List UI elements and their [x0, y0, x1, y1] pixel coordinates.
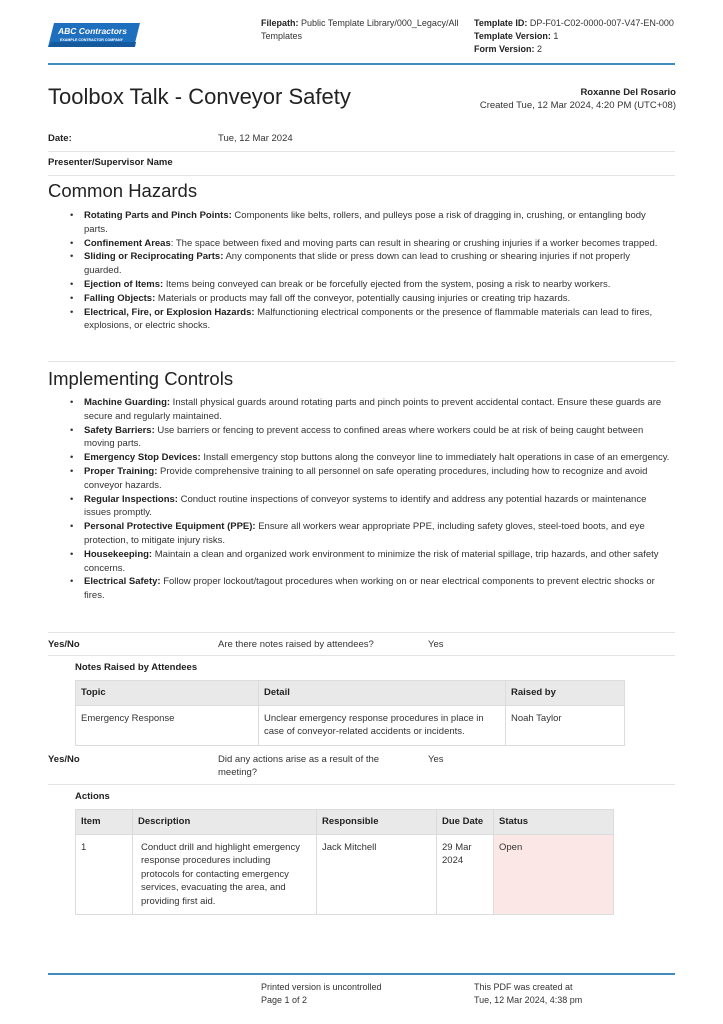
list-item: [70, 306, 670, 334]
action-due-date-cell: 29 Mar 2024: [437, 834, 494, 915]
page-header: [0, 0, 723, 64]
header-divider: [48, 63, 675, 65]
hazards-list: [70, 209, 670, 333]
list-item: [70, 237, 670, 251]
notes-answer: Yes: [428, 639, 444, 650]
notes-col-detail: Detail: [259, 681, 506, 706]
footer-right: [474, 981, 582, 1007]
list-item-text: Maintain a clean and organized work environment to minimize the risk of material spillage, trip hazards, and other safety concerns.: [84, 548, 659, 574]
list-item: [70, 278, 670, 292]
list-item-text: Components like belts, rollers, and pulleys pose a risk of dragging in, crushing, or entangling body parts.: [84, 210, 646, 235]
created-timestamp: Created Tue, 12 Mar 2024, 4:20 PM (UTC+08): [479, 100, 676, 111]
actions-yesno-label: Yes/No: [48, 754, 80, 765]
notes-topic-cell: Emergency Response: [76, 705, 259, 745]
notes-question: Are there notes raised by attendees?: [218, 639, 374, 650]
filepath-label: Filepath:: [261, 18, 299, 28]
list-item-key: Emergency Stop Devices:: [84, 452, 201, 464]
divider: [48, 361, 675, 362]
list-item: [70, 465, 670, 493]
list-item: [70, 292, 670, 306]
list-item-key: Confinement Areas: [84, 237, 171, 249]
hazards-heading: Common Hazards: [48, 180, 198, 201]
controls-heading: Implementing Controls: [48, 368, 234, 389]
template-id-value: DP-F01-C02-0000-007-V47-EN-000: [529, 18, 674, 28]
footer-left: [261, 981, 382, 1007]
divider: [48, 151, 675, 152]
list-item-text: Install emergency stop buttons along the conveyor line to immediately halt operations in case of an emergency.: [200, 452, 670, 464]
action-responsible-cell: Jack Mitchell: [317, 834, 437, 915]
form-version-value: 2: [537, 44, 543, 54]
list-item-text: Any components that slide or press down can lead to crushing or shearing injuries if not properly guarded.: [84, 251, 630, 277]
list-item-key: Ejection of Items:: [84, 278, 164, 290]
notes-detail-cell: Unclear emergency response procedures in place in case of conveyor-related accidents or incidents.: [259, 705, 506, 745]
list-item-key: Electrical, Fire, or Explosion Hazards:: [84, 306, 255, 318]
notes-table-title: Notes Raised by Attendees: [75, 662, 198, 673]
list-item-key: Machine Guarding:: [84, 397, 171, 408]
controls-list: [70, 396, 670, 603]
divider: [48, 655, 675, 656]
list-item-text: : The space between fixed and moving parts can result in shearing or crushing injuries if a worker becomes trapped.: [170, 237, 658, 249]
list-item-key: Personal Protective Equipment (PPE):: [84, 521, 256, 533]
table-row: [76, 834, 614, 915]
page-title: Toolbox Talk - Conveyor Safety: [48, 84, 351, 109]
list-item: [70, 396, 670, 424]
template-id-label: Template ID:: [474, 18, 528, 28]
notes-col-raised-by: Raised by: [506, 681, 625, 706]
actions-col-responsible: Responsible: [317, 810, 437, 835]
filepath-block: [261, 17, 461, 43]
list-item-text: Follow proper lockout/tagout procedures when working on or near electrical components to prevent electric shocks or fires.: [84, 576, 655, 602]
table-row: [76, 705, 625, 745]
list-item-text: Conduct routine inspections of conveyor systems to identify and address any potential hazards or maintenance issues promptly.: [84, 493, 647, 519]
actions-table: [75, 809, 614, 915]
presenter-label: Presenter/Supervisor Name: [48, 157, 173, 168]
date-label: Date:: [48, 133, 72, 144]
company-logo: [48, 22, 140, 48]
list-item: [70, 451, 670, 465]
list-item-key: Rotating Parts and Pinch Points:: [84, 210, 232, 221]
actions-col-description: Description: [133, 810, 317, 835]
list-item-key: Regular Inspections:: [84, 493, 178, 505]
footer-divider: [48, 973, 675, 975]
list-item-key: Housekeeping:: [84, 548, 153, 560]
action-item-cell: 1: [76, 834, 133, 915]
notes-raised-by-cell: Noah Taylor: [506, 705, 625, 745]
list-item: [70, 493, 670, 521]
pdf-created-timestamp: Tue, 12 Mar 2024, 4:38 pm: [474, 995, 583, 1005]
pdf-created-label: This PDF was created at: [474, 982, 573, 992]
uncontrolled-note: Printed version is uncontrolled: [261, 982, 382, 992]
action-status-cell: Open: [494, 834, 614, 915]
notes-yesno-label: Yes/No: [48, 639, 80, 650]
list-item: [70, 250, 670, 278]
list-item-key: Falling Objects:: [84, 292, 156, 304]
divider: [48, 632, 675, 633]
list-item-text: Use barriers or fencing to prevent access to confined areas where workers could be at risk of being caught between moving parts.: [84, 424, 644, 450]
list-item: [70, 575, 670, 603]
author-block: [480, 86, 676, 112]
list-item-text: Malfunctioning electrical components or the presence of flammable materials can lead to fires, explosions, or electric shocks.: [84, 306, 653, 332]
template-info: [474, 17, 684, 56]
page-number: Page 1 of 2: [261, 995, 308, 1005]
actions-col-status: Status: [494, 810, 614, 835]
list-item-text: Provide comprehensive training to all personnel on safe operating procedures, including how to recognize and avoid conveyor hazards.: [84, 465, 648, 491]
template-version-label: Template Version:: [474, 31, 551, 41]
divider: [48, 175, 675, 176]
list-item-key: Safety Barriers:: [84, 424, 155, 436]
list-item: [70, 548, 670, 576]
list-item-text: Materials or products may fall off the conveyor, potentially causing injuries or creating trip hazards.: [155, 292, 571, 304]
divider: [48, 784, 675, 785]
actions-col-due-date: Due Date: [437, 810, 494, 835]
actions-col-item: Item: [76, 810, 133, 835]
author-name: Roxanne Del Rosario: [580, 87, 676, 98]
date-value: Tue, 12 Mar 2024: [218, 133, 293, 144]
list-item-text: Install physical guards around rotating parts and pinch points to prevent accidental contact. Ensure these guards are secure and regularly maintained.: [84, 397, 662, 422]
logo-text: ABC Contractors: [58, 26, 127, 36]
template-version-value: 1: [553, 31, 559, 41]
list-item-key: Sliding or Reciprocating Parts:: [84, 251, 224, 263]
actions-question: Did any actions arise as a result of the meeting?: [218, 754, 380, 778]
form-version-label: Form Version:: [474, 44, 535, 54]
notes-col-topic: Topic: [76, 681, 259, 706]
logo-subtext: EXAMPLE CONTRACTOR COMPANY: [60, 38, 123, 42]
action-description-cell: Conduct drill and highlight emergency response procedures including protocols for contacting emergency services, evacuating the area, and providing first aid.: [133, 834, 317, 915]
list-item: [70, 520, 670, 548]
list-item-text: Ensure all workers wear appropriate PPE, including safety gloves, steel-toed boots, and eye protection, to mitigate injury risks.: [84, 521, 645, 546]
actions-table-title: Actions: [75, 791, 110, 802]
notes-table: [75, 680, 625, 746]
actions-answer: Yes: [428, 754, 444, 765]
list-item-key: Electrical Safety:: [84, 576, 161, 588]
list-item-key: Proper Training:: [84, 465, 158, 477]
list-item-text: Items being conveyed can break or be forcefully ejected from the system, posing a risk to nearby workers.: [163, 278, 611, 290]
list-item: [70, 424, 670, 452]
list-item: [70, 209, 670, 237]
filepath-value: Public Template Library/000_Legacy/All Templates: [261, 18, 459, 41]
